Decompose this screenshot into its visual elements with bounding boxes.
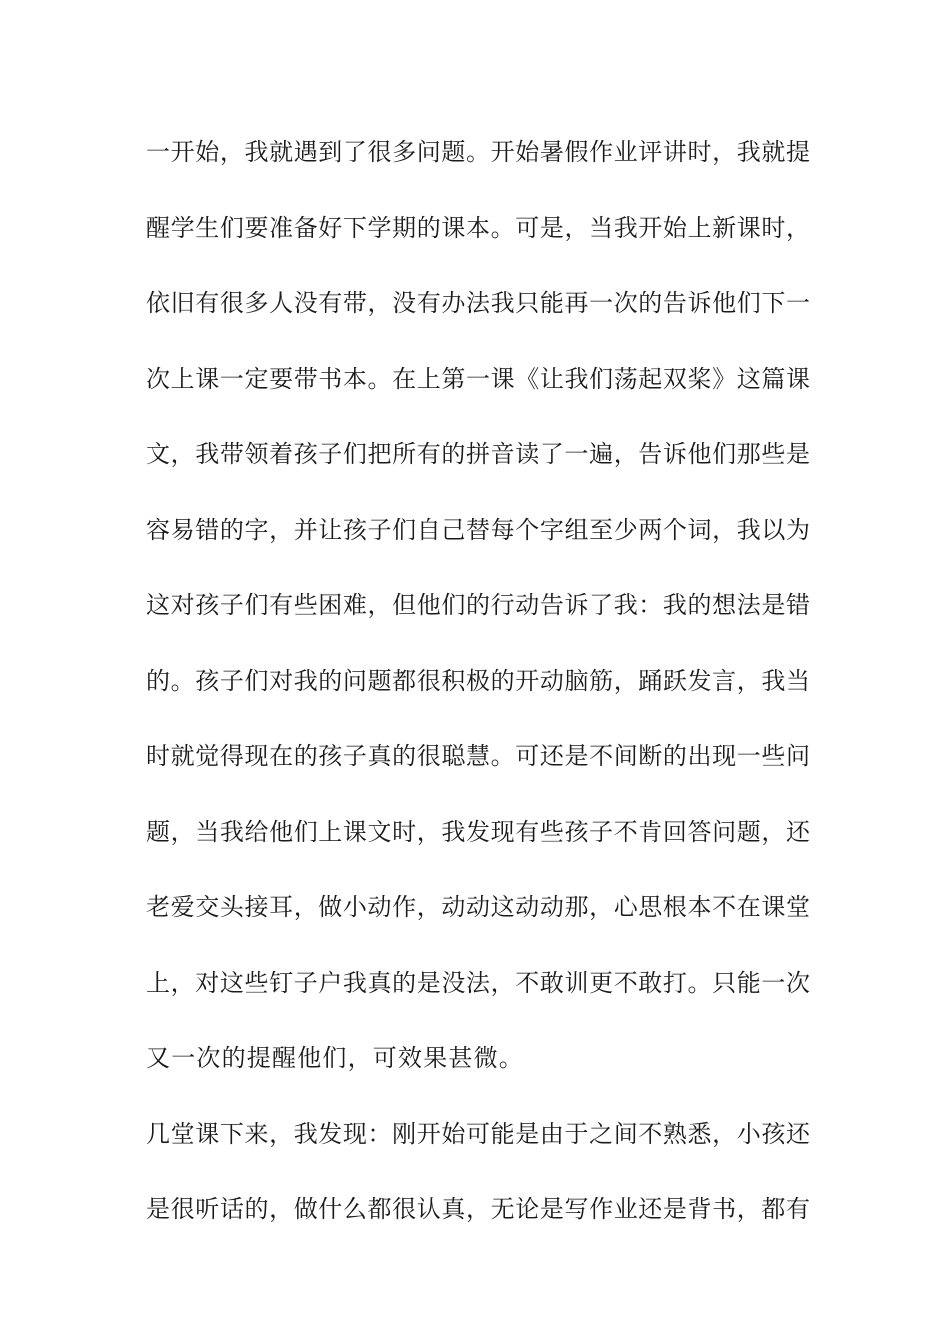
text-line: 这对孩子们有些困难，但他们的行动告诉了我：我的想法是错 <box>146 591 810 619</box>
text-line: 依旧有很多人没有带，没有办法我只能再一次的告诉他们下一 <box>146 289 810 317</box>
paragraph-1 <box>146 128 810 1110</box>
paragraph-2 <box>146 1110 810 1261</box>
text-line: 老爱交头接耳，做小动作，动动这动动那，心思根本不在课堂 <box>146 893 810 921</box>
text-line: 时就觉得现在的孩子真的很聪慧。可还是不间断的出现一些问 <box>146 742 810 770</box>
text-line: 文，我带领着孩子们把所有的拼音读了一遍，告诉他们那些是 <box>146 440 810 468</box>
text-line: 题，当我给他们上课文时，我发现有些孩子不肯回答问题，还 <box>146 817 810 846</box>
text-line-last: 又一次的提醒他们，可效果甚微。 <box>146 1044 524 1072</box>
body-text <box>146 128 810 1261</box>
text-line: 上，对这些钉子户我真的是没法，不敢训更不敢打。只能一次 <box>146 968 810 997</box>
text-line: 几堂课下来，我发现：刚开始可能是由于之间不熟悉，小孩还 <box>146 1119 810 1148</box>
text-line: 一开始，我就遇到了很多问题。开始暑假作业评讲时，我就提 <box>146 138 810 166</box>
text-line: 容易错的字，并让孩子们自己替每个字组至少两个词，我以为 <box>146 515 810 544</box>
text-line: 醒学生们要准备好下学期的课本。可是，当我开始上新课时， <box>146 213 810 242</box>
text-line: 次上课一定要带书本。在上第一课《让我们荡起双桨》这篇课 <box>146 364 810 393</box>
text-line: 是很听话的，做什么都很认真，无论是写作业还是背书，都有 <box>146 1195 810 1223</box>
text-line: 的。孩子们对我的问题都很积极的开动脑筋，踊跃发言，我当 <box>146 666 810 695</box>
